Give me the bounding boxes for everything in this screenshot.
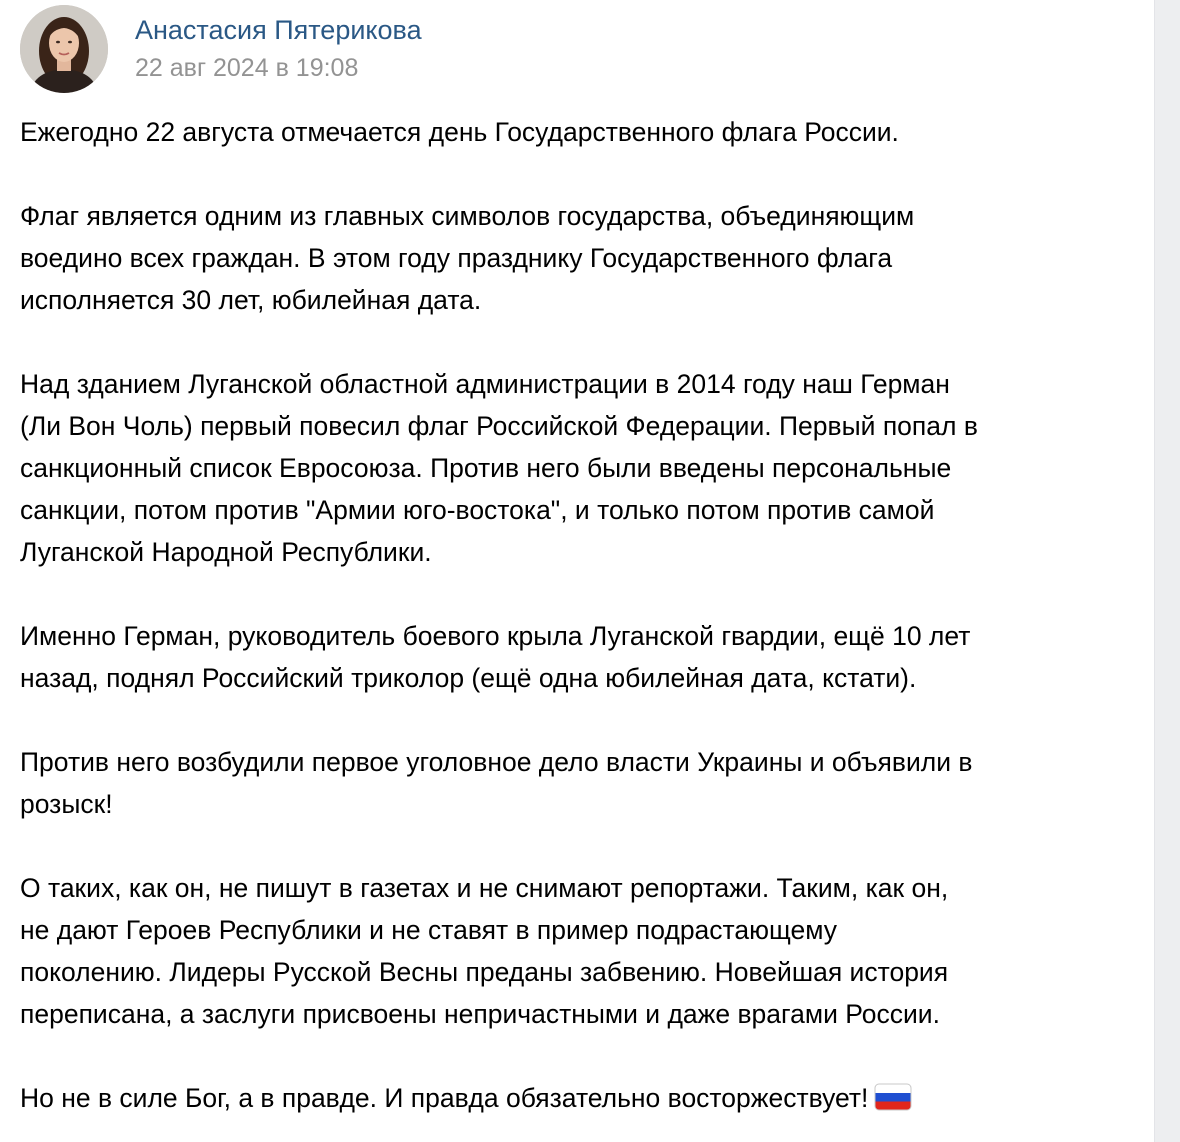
avatar-photo	[20, 5, 108, 93]
post-text-line: исполняется 30 лет, юбилейная дата.	[20, 285, 482, 315]
post-paragraph	[20, 363, 1130, 573]
flag-stripe-blue	[875, 1093, 911, 1102]
post-text	[20, 111, 1130, 1119]
post-paragraph	[20, 111, 1130, 153]
post-date-link[interactable]: 22 авг 2024 в 19:08	[135, 54, 359, 82]
post-text-line: воедино всех граждан. В этом году празднику Государственного флага	[20, 243, 893, 273]
post-text-line: Ежегодно 22 августа отмечается день Государственного флага России.	[20, 117, 899, 147]
post-text-line: Флаг является одним из главных символов государства, объединяющим	[20, 201, 915, 231]
post-text-line: Против него возбудили первое уголовное дело власти Украины и объявили в	[20, 747, 973, 777]
post-text-line: (Ли Вон Чоль) первый повесил флаг Российской Федерации. Первый попал в	[20, 411, 978, 441]
post-text-line: санкции, потом против "Армии юго-востока", и только потом против самой	[20, 495, 935, 525]
author-name-link[interactable]: Анастасия Пятерикова	[135, 15, 422, 45]
post-paragraph	[20, 1077, 1130, 1119]
right-sidebar-strip	[1154, 0, 1180, 1142]
post-text-line: назад, поднял Российский триколор (ещё одна юбилейная дата, кстати).	[20, 663, 917, 693]
flag-stripe-red	[875, 1102, 911, 1111]
post-text-line: санкционный список Евросоюза. Против него были введены персональные	[20, 453, 952, 483]
author-avatar[interactable]	[20, 5, 108, 93]
post-text-line: поколению. Лидеры Русской Весны преданы забвению. Новейшая история	[20, 957, 949, 987]
post-text-line: не дают Героев Республики и не ставят в пример подрастающему	[20, 915, 838, 945]
post-text-segment: Но не в силе Бог, а в правде. И правда обязательно восторжествует!	[20, 1083, 869, 1113]
post-text-line: Над зданием Луганской областной администрации в 2014 году наш Герман	[20, 369, 950, 399]
flag-stripe-white	[875, 1084, 911, 1093]
post-paragraph	[20, 867, 1130, 1035]
post-paragraph	[20, 195, 1130, 321]
post-text-line: Луганской Народной Республики.	[20, 537, 432, 567]
post-text-line: О таких, как он, не пишут в газетах и не снимают репортажи. Таким, как он,	[20, 873, 949, 903]
post-text-line	[20, 1077, 1130, 1119]
post-text-line: переписана, а заслуги присвоены непричастными и даже врагами России.	[20, 999, 940, 1029]
post-text-line: розыск!	[20, 789, 113, 819]
russia-flag-icon	[874, 1081, 912, 1109]
post-paragraph	[20, 741, 1130, 825]
post-paragraph	[20, 615, 1130, 699]
post-text-line: Именно Герман, руководитель боевого крыла Луганской гвардии, ещё 10 лет	[20, 621, 971, 651]
